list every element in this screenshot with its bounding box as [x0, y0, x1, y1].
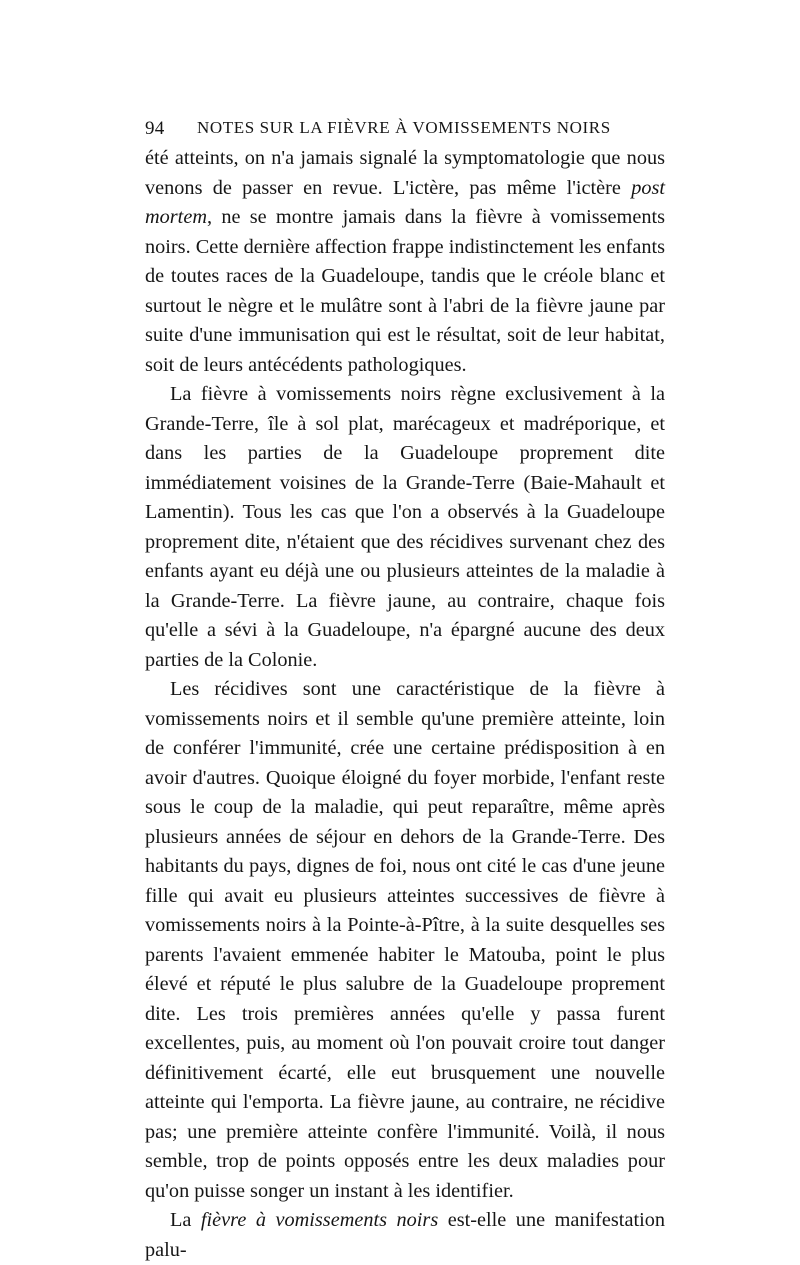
paragraph-3: Les récidives sont une caractéristique de la fièvre à vomissements noirs et il semble qu'une première atteinte, loin de conférer l'immunité, crée une certaine prédisposition à en avoir d'autres. Quoique éloigné du foyer morbide, l'enfant reste sous le coup de la maladie, qui peut reparaître, même après plusieurs années de séjour en dehors de la Grande-Terre. Des habitants du pays, dignes de foi, nous ont cité le cas d'une jeune fille qui avait eu plusieurs atteintes successives de fièvre à vomissements noirs à la Pointe-à-Pître, à la suite desquelles ses parents l'avaient emmenée habiter le Matouba, point le plus élevé et réputé le plus salubre de la Guadeloupe proprement dite. Les trois premières années qu'elle y passa furent excellentes, puis, au moment où l'on pouvait croire tout danger définitivement écarté, elle eut brusquement une nouvelle atteinte qui l'emporta. La fièvre jaune, au contraire, ne récidive pas; une première atteinte confère l'immunité. Voilà, il nous semble, trop de points opposés entre les deux maladies pour qu'on puisse songer un instant à les identifier. — [145, 678, 665, 1202]
paragraph-1 — [145, 144, 665, 380]
paragraph-4-text-b: est-elle une manifestation palu- — [145, 1209, 665, 1261]
running-head — [145, 118, 665, 144]
paragraph-4 — [145, 1206, 665, 1265]
body-text — [145, 144, 665, 1265]
paragraph-4-text-a: La — [170, 1209, 201, 1231]
paragraph-4-italic: fièvre à vomissements noirs — [200, 1209, 439, 1231]
paragraph-1-text-a: été atteints, on n'a jamais signalé la symptomatologie que nous venons de passer en revue. L'ictère, pas même l'ictère — [145, 147, 665, 199]
paragraph-2: La fièvre à vomissements noirs règne exclusivement à la Grande-Terre, île à sol plat, marécageux et madréporique, et dans les parties de la Guadeloupe proprement dite immédiatement voisines de la Grande-Terre (Baie-Mahault et Lamentin). Tous les cas que l'on a observés à la Guadeloupe proprement dite, n'étaient que des récidives survenant chez des enfants ayant eu déjà une ou plusieurs atteintes de la maladie à la Grande-Terre. La fièvre jaune, au contraire, chaque fois qu'elle a sévi à la Guadeloupe, n'a épargné aucune des deux parties de la Colonie. — [145, 383, 665, 671]
paragraph-1-text-b: , ne se montre jamais dans la fièvre à vomissements noirs. Cette dernière affection frappe indistinctement les enfants de toutes races de la Guadeloupe, tandis que le créole blanc et surtout le nègre et le mulâtre sont à l'abri de la fièvre jaune par suite d'une immunisation qui est le résultat, soit de leur habitat, soit de leurs antécédents pathologiques. — [145, 206, 665, 376]
paragraph-1-italic: post mortem — [145, 176, 665, 228]
page-number: 94 — [145, 118, 165, 139]
running-title: NOTES SUR LA FIÈVRE À VOMISSEMENTS NOIRS — [197, 118, 611, 137]
